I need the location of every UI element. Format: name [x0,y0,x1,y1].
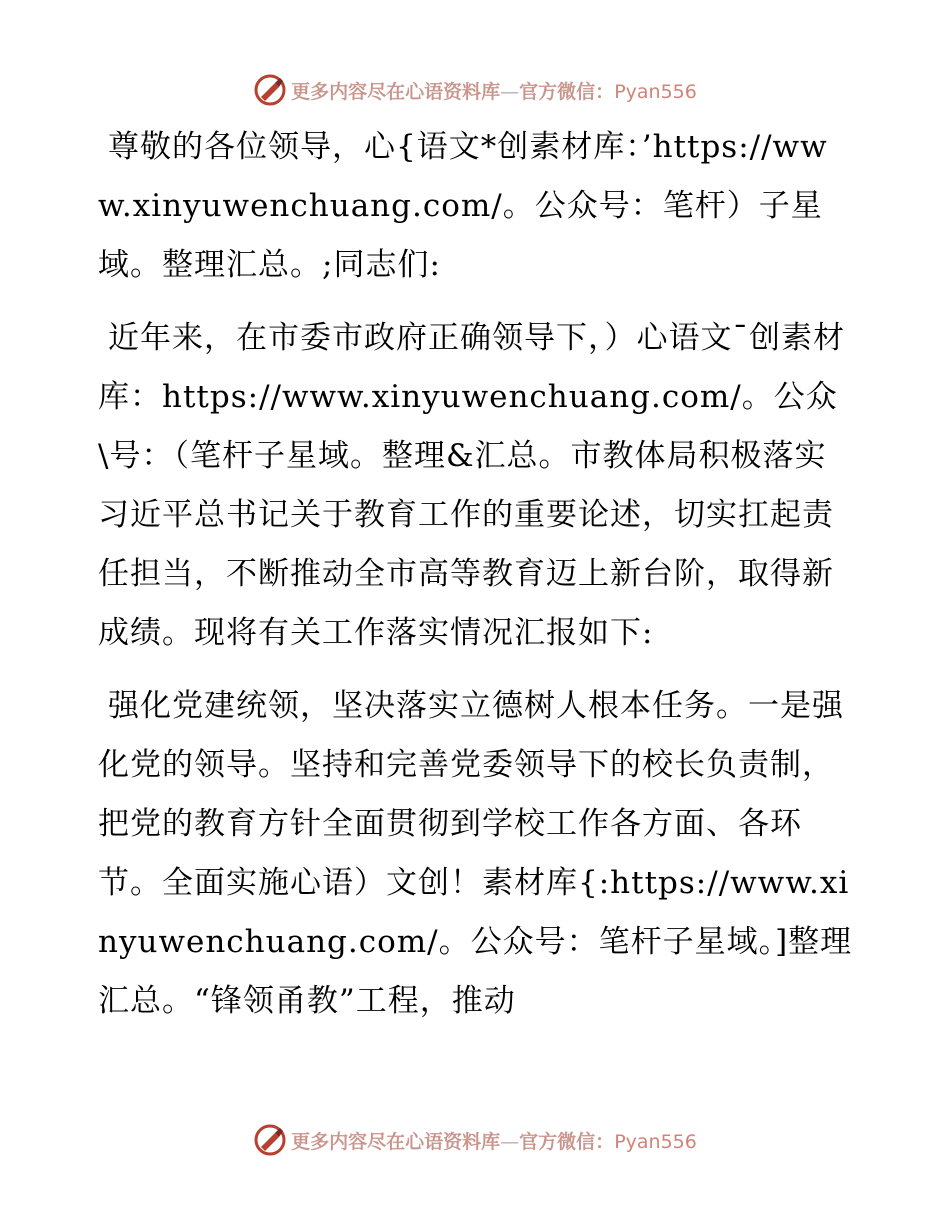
brand-logo-icon [253,1123,287,1157]
watermark-main: 更多内容尽在心语资料库 [291,1130,501,1153]
watermark-dash: — [500,80,520,103]
watermark-account: Pyan556 [614,1130,697,1153]
paragraph-party-building: 强化党建统领，坚决落实立德树人根本任务。一是强化党的领导。坚持和完善党委领导下的校长负责制，把党的教育方针全面贯彻到学校工作各方面、各环节。全面实施心语）文创！素材库{:https://www.xinyuwenchuang.com/。公众号：笔杆子星域。]整理汇总。“锋领甬教”工程，推动 [98,688,853,1019]
paragraph-greeting: 尊敬的各位领导，心{语文*创素材库：’https://www.xinyuwenchuang.com/。公众号：笔杆）子星域。整理汇总。;同志们: [98,129,828,283]
watermark-text [291,1127,697,1154]
watermark-text [291,77,697,104]
watermark-label: 官方微信： [519,1130,615,1153]
watermark-dash: — [500,1130,520,1153]
paragraph-intro: 近年来，在市委市政府正确领导下，）心语文¯创素材库：https://www.xinyuwenchuang.com/。公众\号：（笔杆子星域。整理&汇总。市教体局积极落实习近平总书记关于教育工作的重要论述，切实扛起责任担当，不断推动全市高等教育迈上新台阶，取得新成绩。现将有关工作落实情况汇报如下: [98,320,845,651]
brand-logo-icon [253,73,287,107]
footer-watermark-banner [0,1120,950,1160]
watermark-main: 更多内容尽在心语资料库 [291,80,501,103]
document-body [98,118,858,1045]
header-watermark-banner [0,70,950,110]
watermark-account: Pyan556 [614,80,697,103]
watermark-label: 官方微信： [519,80,615,103]
